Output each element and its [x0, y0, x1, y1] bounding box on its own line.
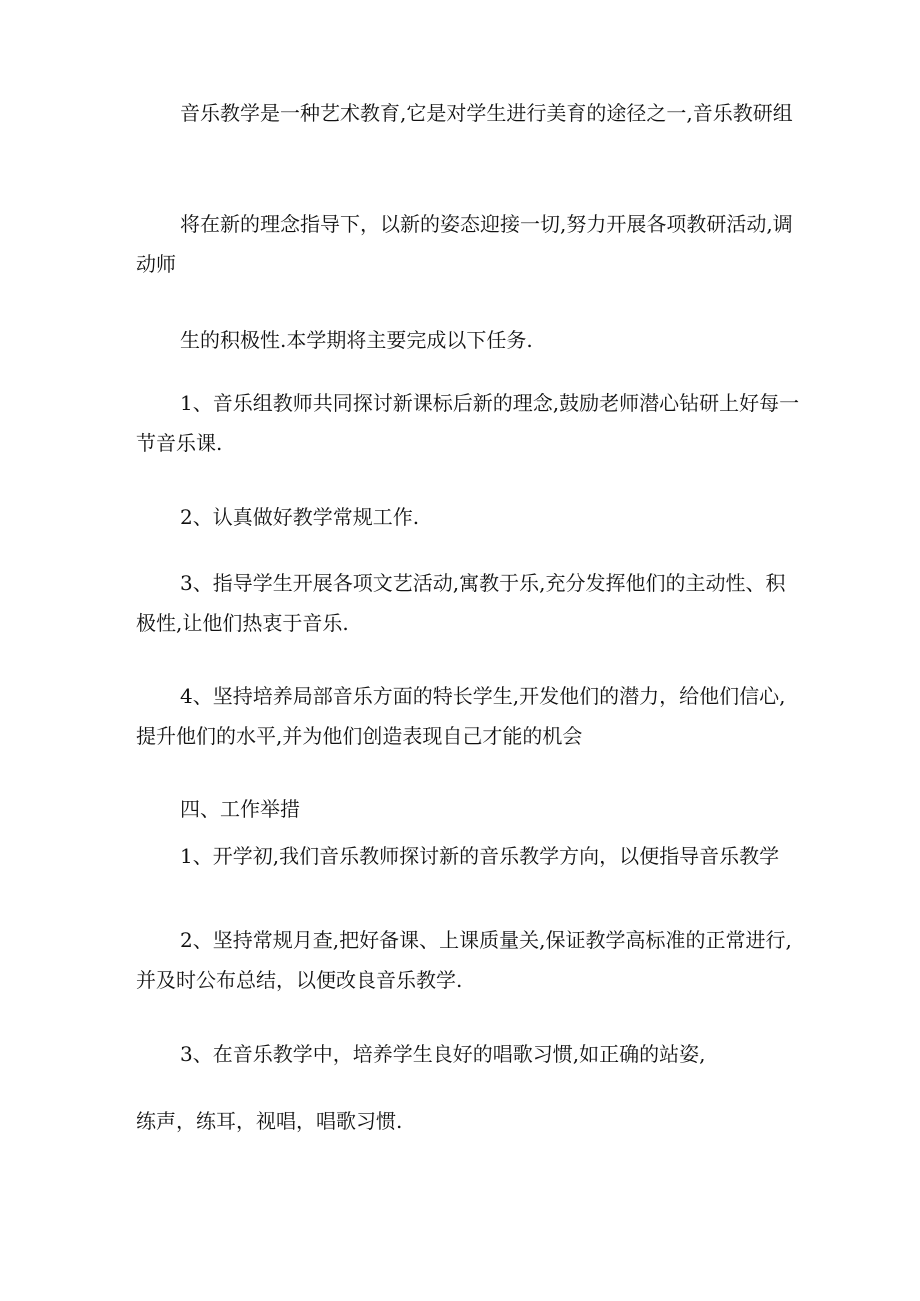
paragraph-task-4: 4、坚持培养局部音乐方面的特长学生,开发他们的潜力，给他们信心,提升他们的水平,并为他们创造表现自己才能的机会 — [136, 684, 786, 748]
paragraph-task-1: 1、音乐组教师共同探讨新课标后新的理念,鼓励老师潜心钻研上好每一节音乐课. — [136, 391, 800, 455]
paragraph-measure-2: 2、坚持常规月查,把好备课、上课质量关,保证教学高标准的正常进行,并及时公布总结，以便改良音乐教学. — [136, 928, 792, 992]
paragraph-intro-3: 生的积极性.本学期将主要完成以下任务. — [180, 328, 533, 352]
paragraph-intro-2: 将在新的理念指导下，以新的姿态迎接一切,努力开展各项教研活动,调动师 — [136, 212, 793, 276]
paragraph-task-2: 2、认真做好教学常规工作. — [180, 505, 420, 529]
section-heading-measures: 四、工作举措 — [180, 797, 300, 821]
paragraph-task-3: 3、指导学生开展各项文艺活动,寓教于乐,充分发挥他们的主动性、积极性,让他们热衷于音乐. — [136, 571, 786, 635]
paragraph-measure-3-continued: 练声，练耳，视唱，唱歌习惯. — [136, 1109, 403, 1133]
paragraph-intro-1: 音乐教学是一种艺术教育,它是对学生进行美育的途径之一,音乐教研组 — [180, 101, 793, 125]
paragraph-measure-3: 3、在音乐教学中，培养学生良好的唱歌习惯,如正确的站姿, — [180, 1042, 706, 1066]
paragraph-measure-1: 1、开学初,我们音乐教师探讨新的音乐教学方向，以便指导音乐教学 — [180, 844, 780, 868]
